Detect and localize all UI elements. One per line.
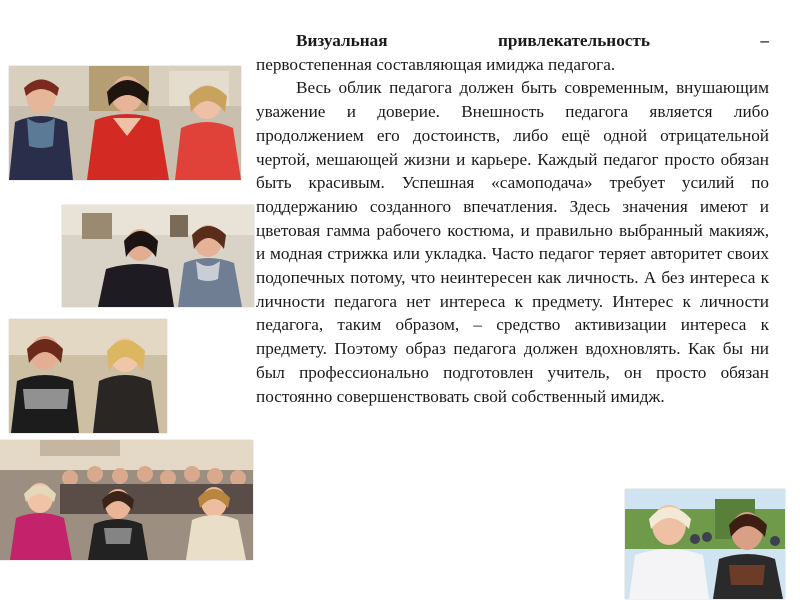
document-text <box>256 29 769 408</box>
photo-teachers-audience <box>0 440 253 560</box>
heading <box>256 29 769 53</box>
heading-word-2: привлекательность <box>498 31 650 50</box>
photo-teachers-red-jackets <box>9 66 241 180</box>
heading-dash: – <box>760 31 769 50</box>
body-paragraph: Весь облик педагога должен быть современным, внушающим уважение и доверие. Внешность педагога является либо продолжением его достоинств, либо ещё одной отрицательной чертой, мешающей жизни и карьере. Каждый педагог просто обязан быть красивым. Успешная «самоподача» требует усилий по поддержанию созданного впечатления. Здесь значения имеют и цветовая гамма рабочего костюма, и правильно выбранный макияж, и модная стрижка или укладка. Часто педагог теряет авторитет своих подопечных потому, что неинтересен как личность. А без интереса к личности педагога нет интереса к предмету. Интерес к личности педагога, таким образом, – средство активизации интереса к предмету. Поэтому образ педагога должен вдохновлять. Как бы ни был профессионально подготовлен учитель, он просто обязан постоянно совершенствовать свой собственный имидж. <box>256 78 769 406</box>
photo-teachers-outdoors <box>625 489 785 599</box>
photo-teachers-at-desk <box>62 205 254 307</box>
intro-continuation: первостепенная составляющая имиджа педагога. <box>256 54 616 74</box>
photo-teachers-seated <box>9 319 167 433</box>
heading-word-1: Визуальная <box>296 31 388 50</box>
